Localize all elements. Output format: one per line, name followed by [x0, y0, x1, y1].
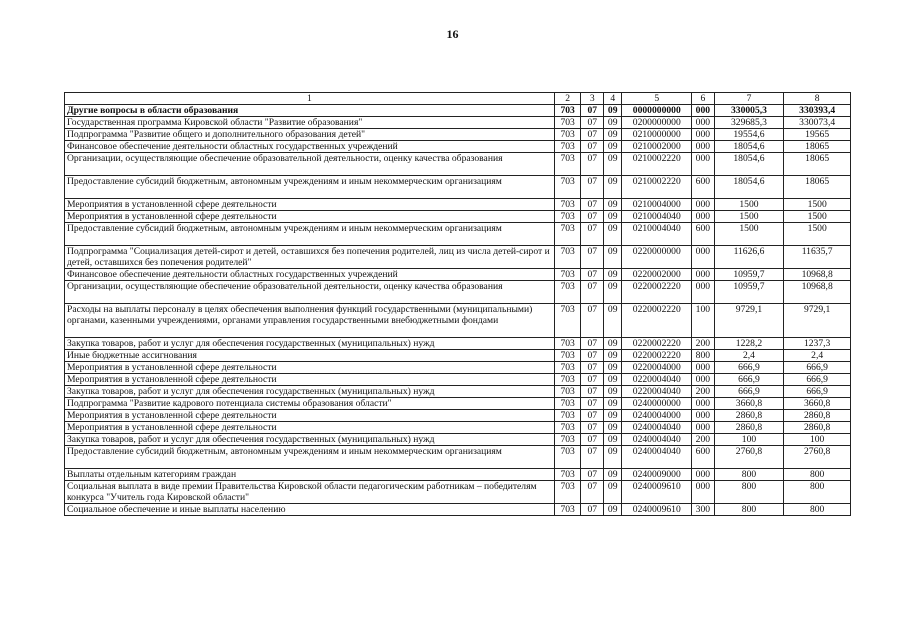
ministry-code: 703	[554, 481, 581, 504]
subsection-code: 09	[604, 374, 622, 386]
table-row	[65, 199, 851, 211]
subsection-code: 09	[604, 362, 622, 374]
target-article-code: 0220004040	[622, 386, 692, 398]
table-row	[65, 446, 851, 469]
ministry-code: 703	[554, 422, 581, 434]
amount-year-1: 666,9	[714, 362, 784, 374]
section-code: 07	[581, 304, 604, 338]
target-article-code: 0240004040	[622, 434, 692, 446]
amount-year-2: 10968,8	[784, 281, 851, 304]
table-row	[65, 398, 851, 410]
table-row	[65, 129, 851, 141]
section-code: 07	[581, 374, 604, 386]
budget-item-name: Другие вопросы в области образования	[65, 105, 555, 117]
budget-item-name: Организации, осуществляющие обеспечение образовательной деятельности, оценку качества образования	[65, 281, 555, 304]
amount-year-1: 1500	[714, 223, 784, 246]
subsection-code: 09	[604, 350, 622, 362]
section-code: 07	[581, 338, 604, 350]
amount-year-2: 666,9	[784, 362, 851, 374]
section-code: 07	[581, 362, 604, 374]
ministry-code: 703	[554, 338, 581, 350]
section-code: 07	[581, 386, 604, 398]
amount-year-1: 666,9	[714, 386, 784, 398]
expense-type-code: 000	[692, 410, 715, 422]
amount-year-1: 10959,7	[714, 281, 784, 304]
amount-year-2: 800	[784, 504, 851, 516]
expense-type-code: 600	[692, 176, 715, 199]
expense-type-code: 100	[692, 304, 715, 338]
ministry-code: 703	[554, 374, 581, 386]
table-row	[65, 338, 851, 350]
amount-year-2: 330393,4	[784, 105, 851, 117]
amount-year-2: 2860,8	[784, 422, 851, 434]
budget-item-name: Расходы на выплаты персоналу в целях обеспечения выполнения функций государственными (муниципальными) органами, казенными учреждениями, органами управления государственными внебюджетными фондами	[65, 304, 555, 338]
subsection-code: 09	[604, 117, 622, 129]
ministry-code: 703	[554, 223, 581, 246]
budget-item-name: Государственная программа Кировской области "Развитие образования"	[65, 117, 555, 129]
amount-year-1: 1228,2	[714, 338, 784, 350]
amount-year-2: 19565	[784, 129, 851, 141]
table-row	[65, 350, 851, 362]
budget-item-name: Предоставление субсидий бюджетным, автономным учреждениям и иным некоммерческим организациям	[65, 176, 555, 199]
target-article-code: 0240000000	[622, 398, 692, 410]
page-number: 16	[446, 27, 459, 41]
expense-type-code: 000	[692, 362, 715, 374]
section-code: 07	[581, 398, 604, 410]
subsection-code: 09	[604, 199, 622, 211]
section-code: 07	[581, 446, 604, 469]
ministry-code: 703	[554, 281, 581, 304]
ministry-code: 703	[554, 117, 581, 129]
budget-item-name: Закупка товаров, работ и услуг для обеспечения государственных (муниципальных) нужд	[65, 386, 555, 398]
budget-item-name: Мероприятия в установленной сфере деятельности	[65, 362, 555, 374]
amount-year-2: 2760,8	[784, 446, 851, 469]
budget-table	[64, 92, 851, 516]
budget-item-name: Организации, осуществляющие обеспечение образовательной деятельности, оценку качества образования	[65, 153, 555, 176]
expense-type-code: 000	[692, 374, 715, 386]
table-row	[65, 304, 851, 338]
subsection-code: 09	[604, 176, 622, 199]
ministry-code: 703	[554, 304, 581, 338]
target-article-code: 0240009610	[622, 481, 692, 504]
amount-year-1: 100	[714, 434, 784, 446]
subsection-code: 09	[604, 223, 622, 246]
subsection-code: 09	[604, 410, 622, 422]
ministry-code: 703	[554, 199, 581, 211]
ministry-code: 703	[554, 269, 581, 281]
budget-item-name: Финансовое обеспечение деятельности областных государственных учреждений	[65, 269, 555, 281]
amount-year-1: 11626,6	[714, 246, 784, 269]
table-row	[65, 374, 851, 386]
budget-item-name: Закупка товаров, работ и услуг для обеспечения государственных (муниципальных) нужд	[65, 338, 555, 350]
subsection-code: 09	[604, 211, 622, 223]
column-header: 8	[784, 93, 851, 105]
column-header: 1	[65, 93, 555, 105]
expense-type-code: 000	[692, 269, 715, 281]
amount-year-1: 2760,8	[714, 446, 784, 469]
section-code: 07	[581, 117, 604, 129]
target-article-code: 0240009000	[622, 469, 692, 481]
amount-year-2: 11635,7	[784, 246, 851, 269]
target-article-code: 0220004000	[622, 362, 692, 374]
target-article-code: 0210004040	[622, 211, 692, 223]
section-code: 07	[581, 246, 604, 269]
ministry-code: 703	[554, 153, 581, 176]
table-row	[65, 223, 851, 246]
table-row	[65, 141, 851, 153]
ministry-code: 703	[554, 246, 581, 269]
target-article-code: 0220002220	[622, 350, 692, 362]
expense-type-code: 000	[692, 246, 715, 269]
table-row	[65, 410, 851, 422]
subsection-code: 09	[604, 469, 622, 481]
amount-year-2: 666,9	[784, 374, 851, 386]
table-row	[65, 422, 851, 434]
table-row	[65, 469, 851, 481]
ministry-code: 703	[554, 398, 581, 410]
subsection-code: 09	[604, 269, 622, 281]
expense-type-code: 600	[692, 446, 715, 469]
section-code: 07	[581, 469, 604, 481]
column-number-row	[65, 93, 851, 105]
column-header: 2	[554, 93, 581, 105]
subsection-code: 09	[604, 153, 622, 176]
budget-item-name: Закупка товаров, работ и услуг для обеспечения государственных (муниципальных) нужд	[65, 434, 555, 446]
budget-item-name: Иные бюджетные ассигнования	[65, 350, 555, 362]
amount-year-1: 2,4	[714, 350, 784, 362]
subsection-code: 09	[604, 246, 622, 269]
subsection-code: 09	[604, 338, 622, 350]
table-row	[65, 362, 851, 374]
table-row	[65, 281, 851, 304]
ministry-code: 703	[554, 350, 581, 362]
expense-type-code: 000	[692, 469, 715, 481]
budget-item-name: Предоставление субсидий бюджетным, автономным учреждениям и иным некоммерческим организациям	[65, 446, 555, 469]
amount-year-2: 666,9	[784, 386, 851, 398]
subsection-code: 09	[604, 141, 622, 153]
target-article-code: 0210002220	[622, 153, 692, 176]
table-row	[65, 386, 851, 398]
target-article-code: 0210000000	[622, 129, 692, 141]
table-row	[65, 481, 851, 504]
ministry-code: 703	[554, 105, 581, 117]
amount-year-1: 330005,3	[714, 105, 784, 117]
amount-year-1: 800	[714, 504, 784, 516]
target-article-code: 0220002000	[622, 269, 692, 281]
target-article-code: 0210002000	[622, 141, 692, 153]
expense-type-code: 000	[692, 141, 715, 153]
amount-year-2: 800	[784, 481, 851, 504]
section-code: 07	[581, 141, 604, 153]
budget-table-body	[65, 93, 851, 516]
amount-year-2: 1237,3	[784, 338, 851, 350]
amount-year-1: 10959,7	[714, 269, 784, 281]
expense-type-code: 000	[692, 129, 715, 141]
subsection-code: 09	[604, 422, 622, 434]
subsection-code: 09	[604, 434, 622, 446]
budget-item-name: Мероприятия в установленной сфере деятельности	[65, 374, 555, 386]
expense-type-code: 600	[692, 223, 715, 246]
section-code: 07	[581, 199, 604, 211]
expense-type-code: 000	[692, 105, 715, 117]
target-article-code: 0240004040	[622, 422, 692, 434]
table-row	[65, 211, 851, 223]
expense-type-code: 000	[692, 398, 715, 410]
table-row	[65, 246, 851, 269]
subsection-code: 09	[604, 481, 622, 504]
target-article-code: 0200000000	[622, 117, 692, 129]
subsection-code: 09	[604, 398, 622, 410]
expense-type-code: 000	[692, 211, 715, 223]
column-header: 7	[714, 93, 784, 105]
table-row	[65, 153, 851, 176]
amount-year-1: 800	[714, 481, 784, 504]
table-row	[65, 434, 851, 446]
budget-item-name: Подпрограмма "Социализация детей-сирот и детей, оставшихся без попечения родителей, лиц из числа детей-сирот и детей, оставшихся без попечения родителей"	[65, 246, 555, 269]
expense-type-code: 800	[692, 350, 715, 362]
target-article-code: 0220002220	[622, 338, 692, 350]
section-code: 07	[581, 410, 604, 422]
column-header: 5	[622, 93, 692, 105]
subsection-code: 09	[604, 386, 622, 398]
amount-year-2: 3660,8	[784, 398, 851, 410]
ministry-code: 703	[554, 362, 581, 374]
amount-year-2: 18065	[784, 153, 851, 176]
ministry-code: 703	[554, 446, 581, 469]
column-header: 4	[604, 93, 622, 105]
subsection-code: 09	[604, 281, 622, 304]
ministry-code: 703	[554, 469, 581, 481]
table-row	[65, 504, 851, 516]
amount-year-2: 330073,4	[784, 117, 851, 129]
section-code: 07	[581, 422, 604, 434]
expense-type-code: 200	[692, 434, 715, 446]
subsection-code: 09	[604, 504, 622, 516]
expense-type-code: 300	[692, 504, 715, 516]
subsection-code: 09	[604, 105, 622, 117]
amount-year-2: 1500	[784, 199, 851, 211]
budget-item-name: Подпрограмма "Развитие кадрового потенциала системы образования области"	[65, 398, 555, 410]
amount-year-2: 9729,1	[784, 304, 851, 338]
section-code: 07	[581, 504, 604, 516]
table-row	[65, 269, 851, 281]
amount-year-1: 2860,8	[714, 422, 784, 434]
target-article-code: 0210004040	[622, 223, 692, 246]
target-article-code: 0240004000	[622, 410, 692, 422]
section-code: 07	[581, 223, 604, 246]
expense-type-code: 000	[692, 481, 715, 504]
budget-item-name: Мероприятия в установленной сфере деятельности	[65, 410, 555, 422]
expense-type-code: 000	[692, 281, 715, 304]
budget-item-name: Социальная выплата в виде премии Правительства Кировской области педагогическим работникам – победителям конкурса "Учитель года Кировской области"	[65, 481, 555, 504]
section-code: 07	[581, 153, 604, 176]
amount-year-1: 18054,6	[714, 141, 784, 153]
column-header: 6	[692, 93, 715, 105]
expense-type-code: 200	[692, 386, 715, 398]
amount-year-1: 19554,6	[714, 129, 784, 141]
amount-year-2: 18065	[784, 176, 851, 199]
ministry-code: 703	[554, 434, 581, 446]
amount-year-2: 100	[784, 434, 851, 446]
ministry-code: 703	[554, 386, 581, 398]
amount-year-2: 10968,8	[784, 269, 851, 281]
ministry-code: 703	[554, 211, 581, 223]
section-code: 07	[581, 350, 604, 362]
ministry-code: 703	[554, 410, 581, 422]
budget-item-name: Финансовое обеспечение деятельности областных государственных учреждений	[65, 141, 555, 153]
amount-year-1: 1500	[714, 211, 784, 223]
budget-table-container	[64, 92, 851, 516]
budget-item-name: Подпрограмма "Развитие общего и дополнительного образования детей"	[65, 129, 555, 141]
expense-type-code: 200	[692, 338, 715, 350]
expense-type-code: 000	[692, 153, 715, 176]
budget-item-name: Мероприятия в установленной сфере деятельности	[65, 211, 555, 223]
amount-year-1: 1500	[714, 199, 784, 211]
amount-year-1: 9729,1	[714, 304, 784, 338]
table-row	[65, 117, 851, 129]
expense-type-code: 000	[692, 117, 715, 129]
section-code: 07	[581, 434, 604, 446]
ministry-code: 703	[554, 129, 581, 141]
ministry-code: 703	[554, 176, 581, 199]
target-article-code: 0220002220	[622, 281, 692, 304]
target-article-code: 0210002220	[622, 176, 692, 199]
amount-year-1: 3660,8	[714, 398, 784, 410]
section-code: 07	[581, 211, 604, 223]
section-code: 07	[581, 269, 604, 281]
budget-item-name: Предоставление субсидий бюджетным, автономным учреждениям и иным некоммерческим организациям	[65, 223, 555, 246]
amount-year-2: 1500	[784, 211, 851, 223]
amount-year-1: 666,9	[714, 374, 784, 386]
ministry-code: 703	[554, 504, 581, 516]
expense-type-code: 000	[692, 199, 715, 211]
budget-item-name: Выплаты отдельным категориям граждан	[65, 469, 555, 481]
section-code: 07	[581, 281, 604, 304]
subsection-code: 09	[604, 446, 622, 469]
subsection-code: 09	[604, 304, 622, 338]
section-code: 07	[581, 176, 604, 199]
expense-type-code: 000	[692, 422, 715, 434]
target-article-code: 0240004040	[622, 446, 692, 469]
budget-item-name: Социальное обеспечение и иные выплаты населению	[65, 504, 555, 516]
section-code: 07	[581, 105, 604, 117]
target-article-code: 0210004000	[622, 199, 692, 211]
amount-year-2: 1500	[784, 223, 851, 246]
subsection-code: 09	[604, 129, 622, 141]
amount-year-1: 18054,6	[714, 176, 784, 199]
target-article-code: 0240009610	[622, 504, 692, 516]
budget-item-name: Мероприятия в установленной сфере деятельности	[65, 199, 555, 211]
amount-year-1: 18054,6	[714, 153, 784, 176]
table-row	[65, 176, 851, 199]
column-header: 3	[581, 93, 604, 105]
table-row	[65, 105, 851, 117]
amount-year-1: 2860,8	[714, 410, 784, 422]
amount-year-2: 2860,8	[784, 410, 851, 422]
budget-item-name: Мероприятия в установленной сфере деятельности	[65, 422, 555, 434]
amount-year-2: 800	[784, 469, 851, 481]
target-article-code: 0220002220	[622, 304, 692, 338]
section-code: 07	[581, 129, 604, 141]
target-article-code: 0220004040	[622, 374, 692, 386]
target-article-code: 0000000000	[622, 105, 692, 117]
section-code: 07	[581, 481, 604, 504]
target-article-code: 0220000000	[622, 246, 692, 269]
amount-year-2: 2,4	[784, 350, 851, 362]
amount-year-2: 18065	[784, 141, 851, 153]
ministry-code: 703	[554, 141, 581, 153]
amount-year-1: 329685,3	[714, 117, 784, 129]
amount-year-1: 800	[714, 469, 784, 481]
